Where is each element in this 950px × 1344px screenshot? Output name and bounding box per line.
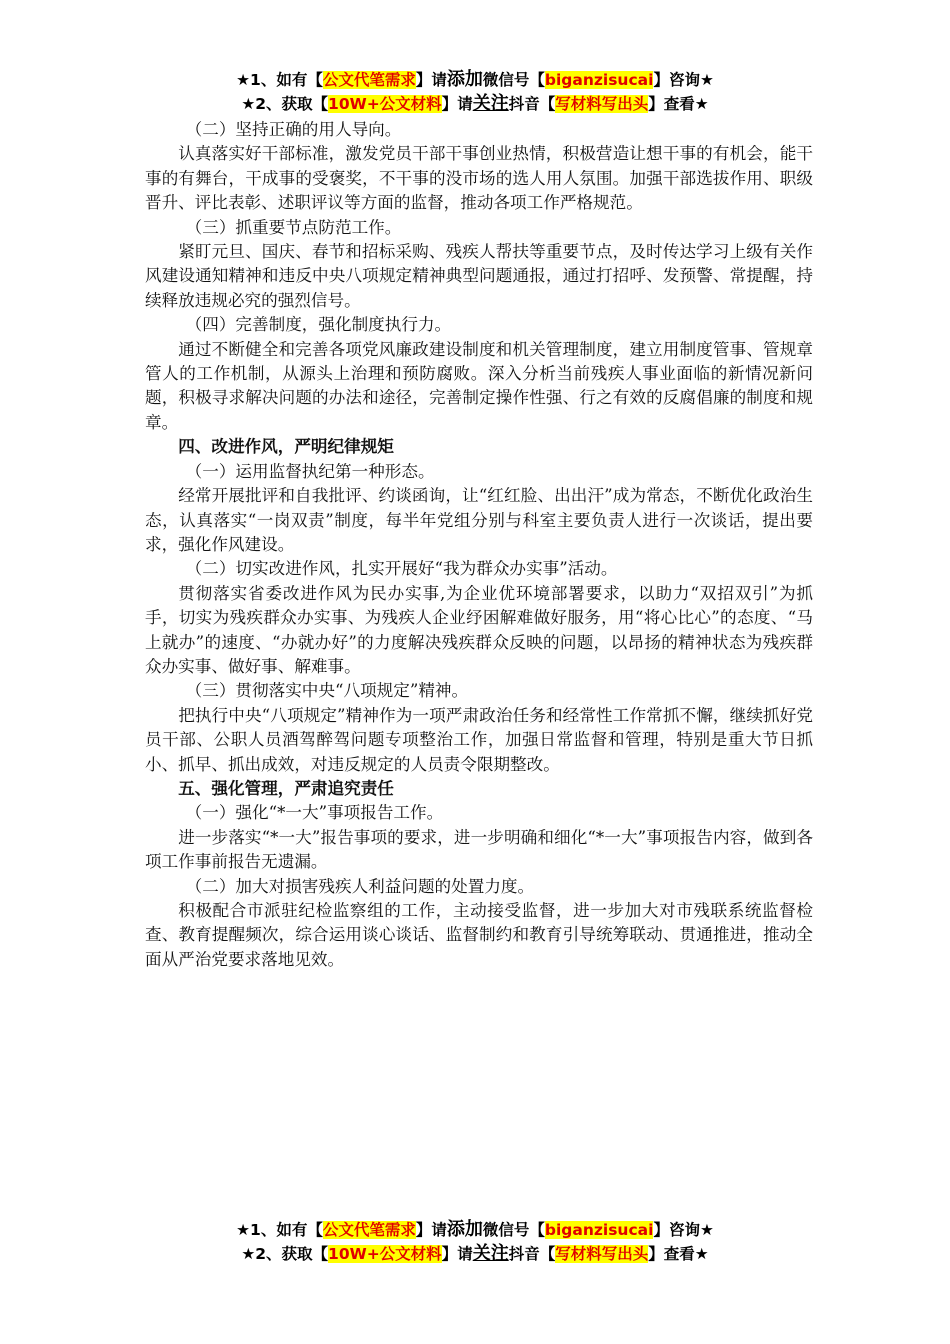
banner-highlight: 10W+公文材料 — [328, 1245, 442, 1263]
subsection-heading: （三）贯彻落实中央“八项规定”精神。 — [185, 681, 469, 701]
banner-line-1 — [0, 1218, 950, 1242]
banner-text: 】查看★ — [648, 95, 709, 113]
top-banner — [0, 68, 950, 116]
banner-text: 】咨询★ — [653, 71, 714, 89]
banner-text: ★2、获取【 — [241, 1245, 329, 1263]
banner-text: 】请 — [415, 1221, 447, 1239]
banner-line-2 — [0, 92, 950, 116]
banner-text: 】查看★ — [648, 1245, 709, 1263]
banner-line-2 — [0, 1242, 950, 1266]
banner-highlight: 写材料写出头 — [555, 95, 649, 113]
bottom-banner — [0, 1218, 950, 1266]
banner-text: 】咨询★ — [653, 1221, 714, 1239]
subsection-heading: （二）坚持正确的用人导向。 — [185, 120, 402, 139]
banner-text: 】请 — [441, 95, 473, 113]
banner-highlight: 公文代笔需求 — [322, 1221, 416, 1239]
body-paragraph: 通过不断健全和完善各项党风廉政建设制度和机关管理制度，建立用制度管事、管规章管人的工作机制，从源头上治理和预防腐败。深入分析当前残疾人事业面临的新情况新问题，积极寻求解决问题的办法和途径，完善制定操作性强、行之有效的反腐倡廉的制度和规章。 — [145, 339, 813, 432]
banner-highlight: 写材料写出头 — [555, 1245, 649, 1263]
banner-emphasis: 添加 — [446, 69, 483, 90]
section-heading: 四、改进作风，严明纪律规矩 — [178, 437, 394, 457]
banner-text: 微信号【 — [482, 71, 545, 89]
section-heading: 五、强化管理，严肃追究责任 — [178, 778, 394, 798]
banner-highlight: 公文代笔需求 — [322, 71, 416, 89]
body-paragraph: 积极配合市派驻纪检监察组的工作，主动接受监督，进一步加大对市残联系统监督检查、教育提醒频次，综合运用谈心谈话、监督制约和教育引导统筹联动、贯通推进，推动全面从严治党要求落地见效。 — [145, 901, 813, 969]
banner-text: ★1、如有【 — [236, 1221, 323, 1239]
banner-highlight: biganzisucai — [544, 71, 654, 89]
document-body — [145, 118, 813, 972]
subsection-heading: （四）完善制度，强化制度执行力。 — [185, 315, 452, 335]
banner-text: 抖音【 — [508, 95, 556, 113]
body-paragraph: 认真落实好干部标准，激发党员干部干事创业热情，积极营造让想干事的有机会，能干事的有舞台，干成事的受褒奖，不干事的没市场的选人用人氛围。加强干部选拔作用、职级晋升、评比表彰、述职评议等方面的监督，推动各项工作严格规范。 — [145, 144, 813, 213]
subsection-heading: （一）运用监督执纪第一种形态。 — [185, 461, 435, 481]
subsection-heading: （二）切实改进作风，扎实开展好“我为群众办实事”活动。 — [185, 559, 618, 579]
subsection-heading: （三）抓重要节点防范工作。 — [185, 217, 402, 237]
body-paragraph: 经常开展批评和自我批评、约谈函询，让“红红脸、出出汗”成为常态，不断优化政治生态，认真落实“一岗双责”制度，每半年党组分别与科室主要负责人进行一次谈话，提出要求，强化作风建设。 — [145, 486, 813, 554]
banner-highlight: biganzisucai — [544, 1221, 654, 1239]
subsection-heading: （二）加大对损害残疾人利益问题的处置力度。 — [185, 876, 535, 896]
banner-text: 抖音【 — [508, 1245, 556, 1263]
body-paragraph: 把执行中央“八项规定”精神作为一项严肃政治任务和经常性工作常抓不懈，继续抓好党员干部、公职人员酒驾醉驾问题专项整治工作，加强日常监督和管理，特别是重大节日抓小、抓早、抓出成效，对违反规定的人员责令限期整改。 — [145, 705, 813, 774]
banner-text: 微信号【 — [482, 1221, 545, 1239]
banner-text: ★2、获取【 — [241, 95, 329, 113]
subsection-heading: （一）强化“*一大”事项报告工作。 — [185, 803, 444, 823]
banner-text: ★1、如有【 — [236, 71, 323, 89]
banner-line-1 — [0, 68, 950, 92]
banner-highlight: 10W+公文材料 — [328, 95, 442, 113]
banner-text: 】请 — [441, 1245, 473, 1263]
banner-emphasis: 关注 — [472, 1243, 509, 1264]
banner-emphasis: 关注 — [472, 93, 509, 114]
body-paragraph: 进一步落实“*一大”报告事项的要求，进一步明确和细化“*一大”事项报告内容，做到各项工作事前报告无遗漏。 — [145, 827, 813, 872]
body-paragraph: 紧盯元旦、国庆、春节和招标采购、残疾人帮扶等重要节点，及时传达学习上级有关作风建设通知精神和违反中央八项规定精神典型问题通报，通过打招呼、发预警、常提醒，持续释放违规必究的强烈信号。 — [145, 242, 813, 310]
banner-emphasis: 添加 — [446, 1219, 483, 1240]
body-paragraph: 贯彻落实省委改进作风为民办实事,为企业优环境部署要求，以助力“双招双引”为抓手，切实为残疾群众办实事、为残疾人企业纾困解难做好服务，用“将心比心”的态度、“马上就办”的速度、“办就办好”的力度解决残疾群众反映的问题，以昂扬的精神状态为残疾群众办实事、做好事、解难事。 — [145, 583, 813, 676]
banner-text: 】请 — [415, 71, 447, 89]
